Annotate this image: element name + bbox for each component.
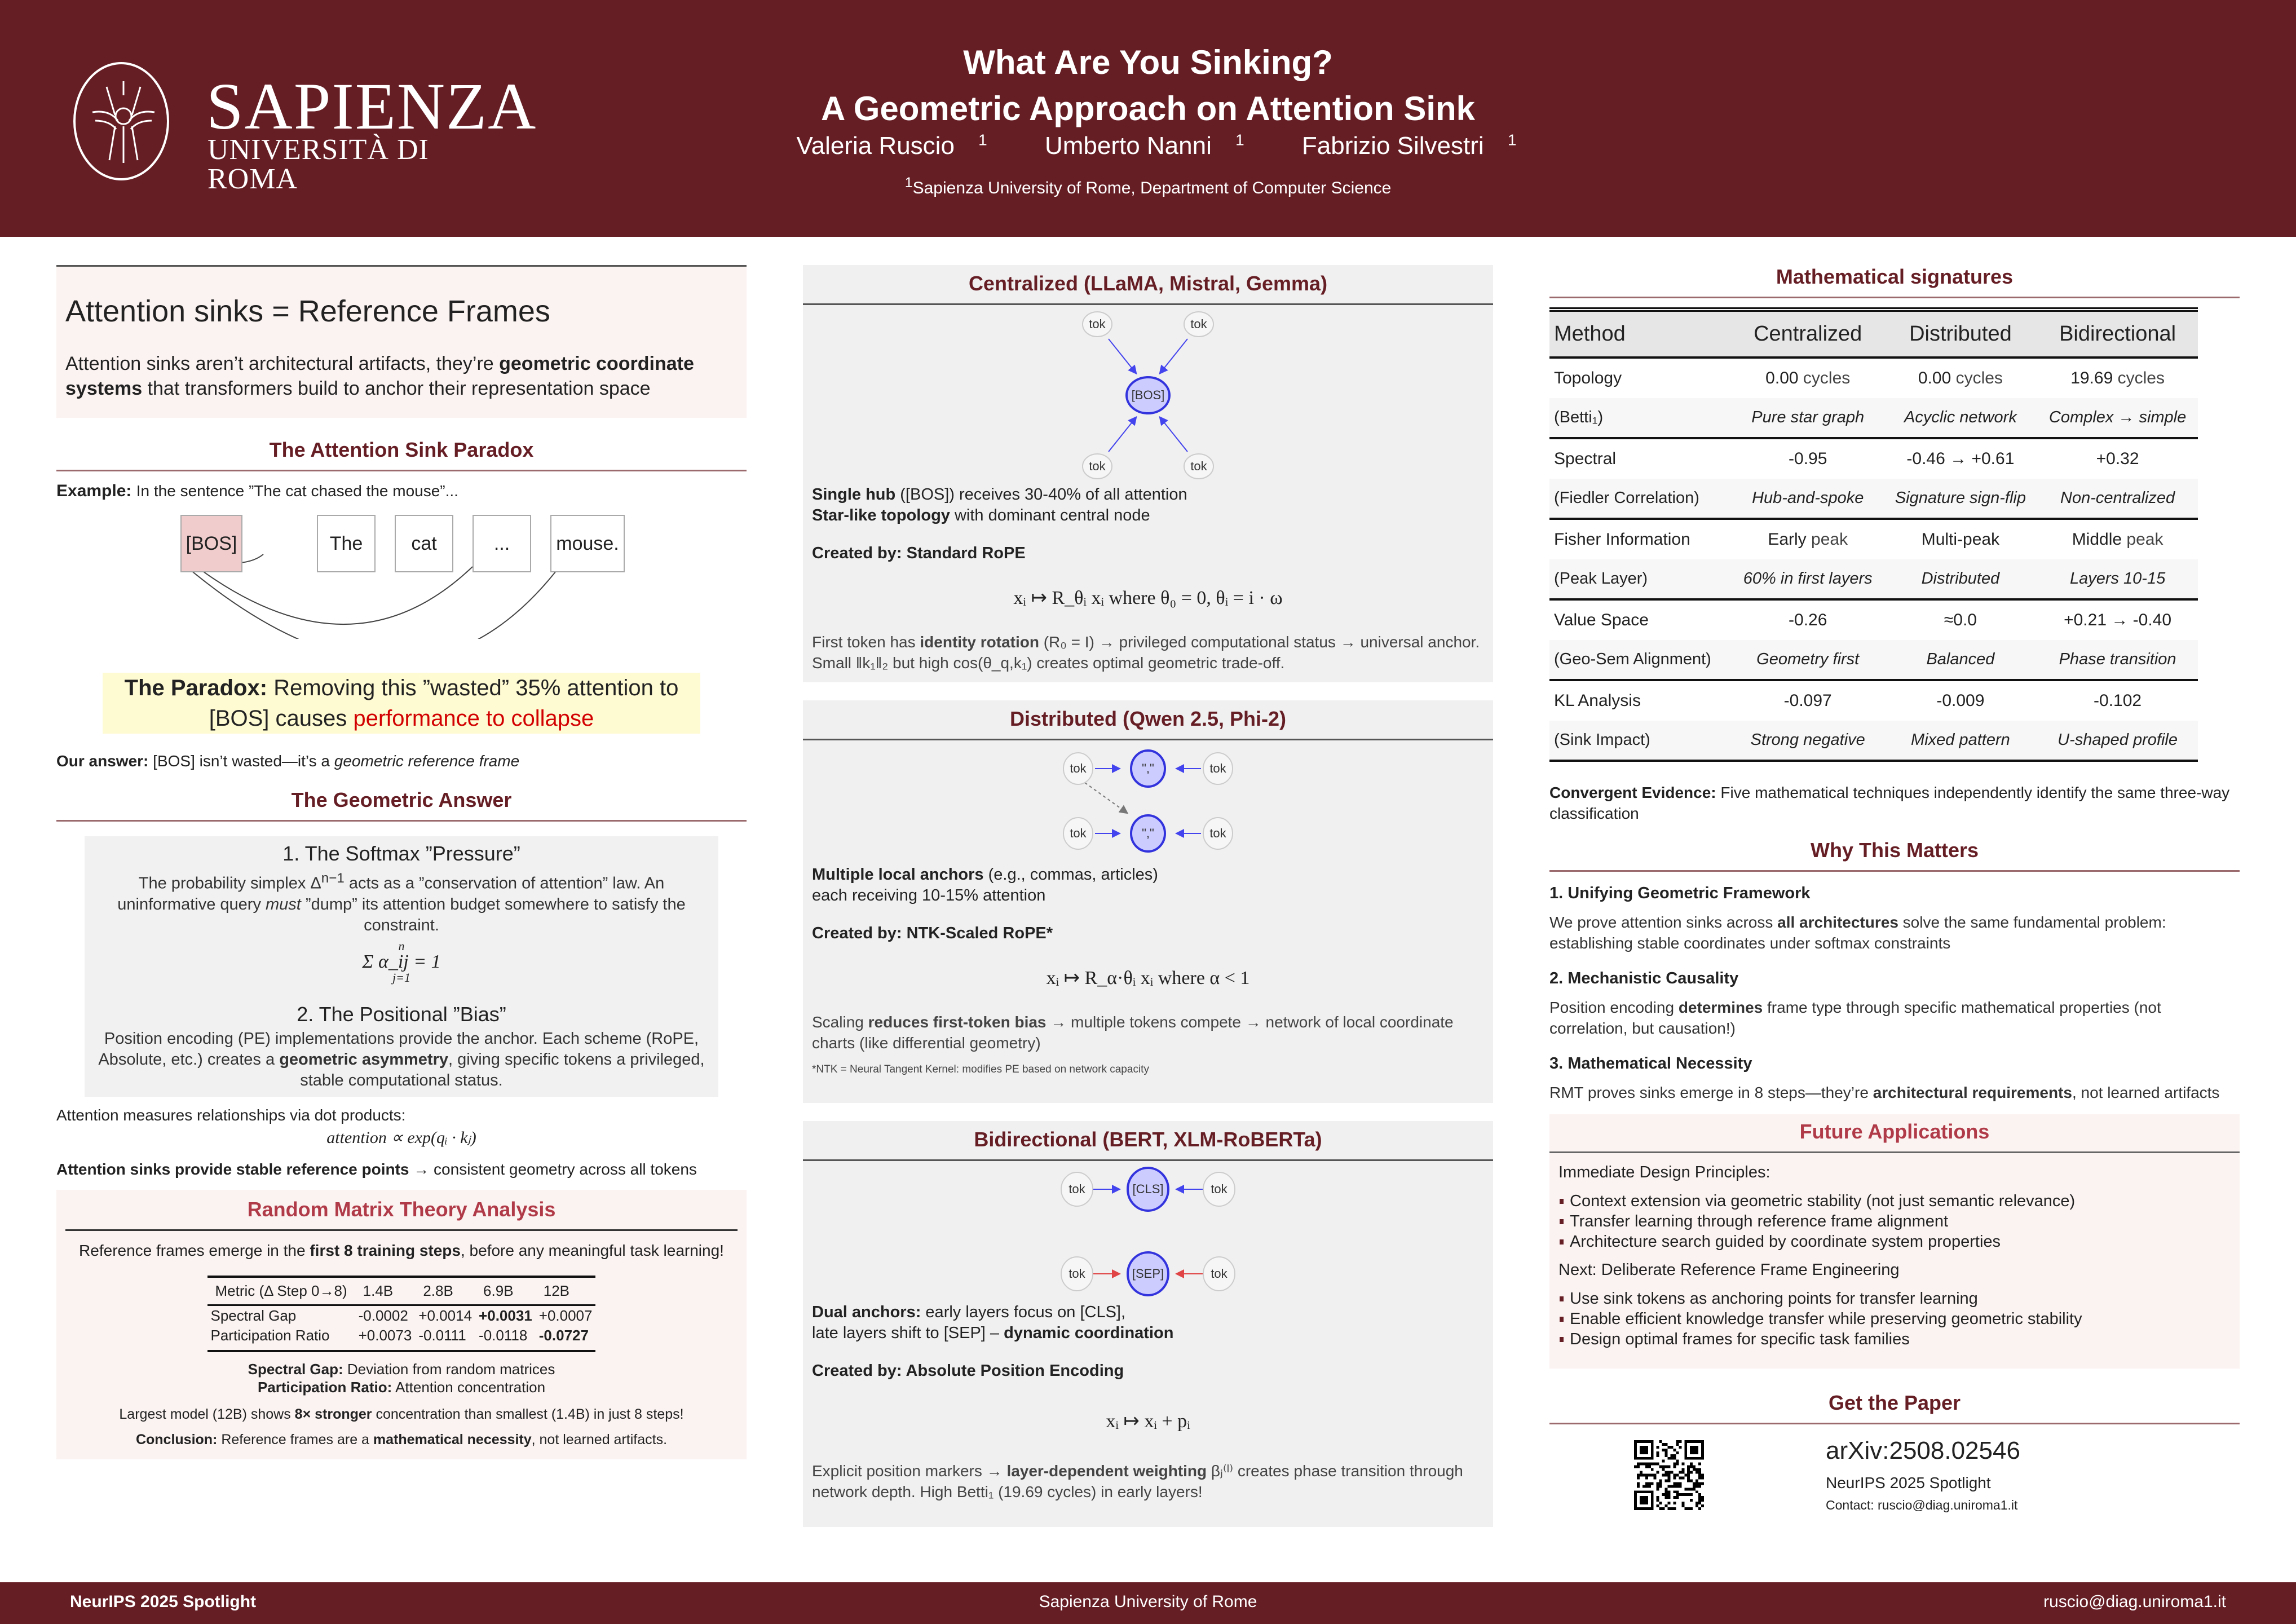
token-label: tok xyxy=(1209,826,1226,840)
table-subrow: (Peak Layer) 60% in first layers Distributed Layers 10-15 xyxy=(1549,559,2198,599)
hub-label: [BOS] xyxy=(1131,388,1165,402)
token-label: tok xyxy=(1211,1266,1228,1281)
sinks-statement: Attention sinks provide stable reference points → consistent geometry across all tokens xyxy=(56,1160,697,1178)
author: Fabrizio Silvestri $^1$ xyxy=(1301,131,1517,160)
footer-email[interactable]: ruscio@diag.uniroma1.it xyxy=(2043,1592,2226,1611)
rmt-definitions: Spectral Gap: Deviation from random matrices Participation Ratio: Attention concentration xyxy=(248,1360,555,1396)
middle-column xyxy=(803,265,1493,1527)
signatures-table xyxy=(1549,307,2198,762)
venue: NeurIPS 2025 Spotlight xyxy=(1826,1474,1991,1491)
list-item: Context extension via geometric stability (not just semantic relevance) xyxy=(1558,1191,2231,1211)
table-row: Value Space -0.26 ≈0.0 +0.21 → -0.40 xyxy=(1554,611,2172,629)
paper-block xyxy=(1549,1433,2240,1524)
table-row: KL Analysis -0.097 -0.009 -0.102 xyxy=(1554,691,2142,710)
example-text: Example: In the sentence ”The cat chased the mouse”... xyxy=(56,482,458,500)
footer xyxy=(0,1582,2296,1624)
immediate-list xyxy=(1558,1191,2231,1252)
footer-venue: NeurIPS 2025 Spotlight xyxy=(70,1592,257,1611)
hub-label: [CLS] xyxy=(1132,1182,1164,1196)
col-header: 12B xyxy=(536,1277,596,1305)
centralized-formula: xᵢ ↦ R_θᵢ xᵢ where θ₀ = 0, θᵢ = i · ω xyxy=(1013,588,1283,608)
softmax-formula: n Σ α_ij = 1 j=1 xyxy=(362,938,441,985)
list-item: Enable efficient knowledge transfer while preserving geometric stability xyxy=(1558,1309,2231,1329)
authors xyxy=(677,131,1619,160)
token-label: tok xyxy=(1070,826,1087,840)
col-header: Method xyxy=(1549,310,1732,358)
col-header: Centralized xyxy=(1732,310,1884,358)
our-answer: Our answer: [BOS] isn’t wasted—it’s a geometric reference frame xyxy=(56,752,520,770)
col-header: 2.8B xyxy=(415,1277,475,1305)
distributed-created-by: Created by: NTK-Scaled RoPE* xyxy=(812,924,1053,942)
positional-text: Position encoding (PE) implementations provide the anchor. Each scheme (RoPE, Absolute, etc.) creates a geometric asymmetry, giving specific tokens a privileged, stable computational status. xyxy=(98,1029,705,1089)
centralized-panel xyxy=(803,265,1493,682)
bidirectional-created-by: Created by: Absolute Position Encoding xyxy=(812,1362,1124,1380)
token: ... xyxy=(473,515,531,572)
centralized-diagram xyxy=(1069,311,1227,480)
attention-arrow xyxy=(1160,418,1187,452)
immediate-heading: Immediate Design Principles: xyxy=(1558,1163,1770,1181)
centralized-desc: Single hub ([BOS]) receives 30-40% of all attention Star-like topology with dominant central node xyxy=(812,486,1187,524)
intro-box xyxy=(56,265,747,418)
intro-text: Attention sinks aren’t architectural artifacts, they’re geometric coordinate systems that transformers build to anchor their representation space xyxy=(65,353,694,399)
softmax-title: 1. The Softmax ”Pressure” xyxy=(282,842,520,865)
dashed-arrow xyxy=(1085,783,1127,813)
token-bos: [BOS] xyxy=(180,515,242,572)
contact[interactable]: Contact: ruscio@diag.uniroma1.it xyxy=(1826,1498,2018,1512)
ntk-footnote: *NTK = Neural Tangent Kernel: modifies PE based on network capacity xyxy=(812,1063,1149,1075)
centralized-title: Centralized (LLaMA, Mistral, Gemma) xyxy=(803,265,1493,305)
col-header: 1.4B xyxy=(355,1277,416,1305)
sapienza-logo xyxy=(73,62,537,195)
bidirectional-panel xyxy=(803,1121,1493,1527)
attention-arrow xyxy=(1109,418,1136,452)
hub-label: "," xyxy=(1142,826,1154,840)
rmt-largest: Largest model (12B) shows 8× stronger concentration than smallest (1.4B) in just 8 steps! xyxy=(119,1406,684,1422)
centralized-explanation: First token has identity rotation (R₀ = I) → privileged computational status → universal anchor. Small ‖k₁‖₂ but high cos(θ_q,k₁) creates optimal geometric trade-off. xyxy=(812,633,1480,672)
section-title-paradox: The Attention Sink Paradox xyxy=(56,438,747,471)
col-header: 6.9B xyxy=(475,1277,536,1305)
table-row: Fisher Information Early peak Multi-peak Middle peak xyxy=(1554,530,2163,549)
author: Umberto Nanni $^1$ xyxy=(1044,131,1244,160)
logo-name: SAPIENZA xyxy=(206,69,537,143)
token-label: tok xyxy=(1089,317,1106,331)
token: cat xyxy=(395,515,453,572)
distributed-formula: xᵢ ↦ R_α·θᵢ xᵢ where α < 1 xyxy=(1046,968,1250,988)
col-header: Distributed xyxy=(1884,310,2038,358)
table-row: Participation Ratio +0.0073 -0.0111 -0.0118 -0.0727 xyxy=(207,1326,596,1351)
affiliation: $^1$Sapienza University of Rome, Department of Computer Science xyxy=(904,175,1392,197)
logo-subtitle: UNIVERSITÀ DI ROMA xyxy=(207,134,429,195)
geometric-answer-box xyxy=(85,836,718,1097)
bidirectional-title: Bidirectional (BERT, XLM-RoBERTa) xyxy=(803,1121,1493,1161)
bidirectional-formula: xᵢ ↦ xᵢ + pᵢ xyxy=(1106,1411,1190,1432)
token-label: tok xyxy=(1190,317,1207,331)
future-applications-box xyxy=(1549,1114,2240,1369)
token-label: tok xyxy=(1089,459,1106,473)
table-row: Spectral -0.95 -0.46 → +0.61 +0.32 xyxy=(1554,449,2139,468)
rmt-intro: Reference frames emerge in the first 8 training steps, before any meaningful task learning! xyxy=(79,1241,724,1259)
left-column xyxy=(56,265,747,1459)
qr-code-icon[interactable] xyxy=(1634,1440,1704,1510)
token-label: tok xyxy=(1068,1266,1085,1281)
col-header: Metric (Δ Step 0→8) xyxy=(207,1277,355,1305)
distributed-diagram xyxy=(1052,746,1244,859)
token-label: tok xyxy=(1209,761,1226,775)
section-title-geometric: The Geometric Answer xyxy=(56,788,747,822)
distributed-title: Distributed (Qwen 2.5, Phi-2) xyxy=(803,700,1493,740)
arxiv-id[interactable]: arXiv:2508.02546 xyxy=(1826,1437,2020,1464)
next-list xyxy=(1558,1288,2231,1349)
positional-title: 2. The Positional ”Bias” xyxy=(297,1002,506,1026)
paradox-callout: The Paradox: Removing this ”wasted” 35% attention to [BOS] causes performance to collapse xyxy=(103,673,700,734)
table-subrow: (Geo-Sem Alignment) Geometry first Balanced Phase transition xyxy=(1549,640,2198,680)
intro-title: Attention sinks = Reference Frames xyxy=(65,294,550,328)
list-item: Design optimal frames for specific task families xyxy=(1558,1329,2231,1349)
token-label: tok xyxy=(1068,1182,1085,1196)
why-item: RMT proves sinks emerge in 8 steps—they’re architectural requirements, not learned artifacts xyxy=(1549,1084,2220,1101)
list-item: Transfer learning through reference frame alignment xyxy=(1558,1211,2231,1232)
softmax-text: The probability simplex $\Delta^{n-1}$ acts as a ”conservation of attention” law. An uninformative query must ”dump” its attention budget somewhere to satisfy the constraint. xyxy=(117,871,686,934)
section-title-future: Future Applications xyxy=(1549,1120,2240,1153)
distributed-panel xyxy=(803,700,1493,1103)
bidirectional-diagram xyxy=(1052,1167,1244,1296)
rmt-conclusion: Conclusion: Reference frames are a mathematical necessity, not learned artifacts. xyxy=(135,1431,668,1448)
table-subrow: (Fiedler Correlation) Hub-and-spoke Signature sign-flip Non-centralized xyxy=(1549,479,2198,519)
header xyxy=(0,0,2296,237)
author: Valeria Ruscio $^1$ xyxy=(796,131,987,160)
table-subrow: (Betti₁) Pure star graph Acyclic network Complex → simple xyxy=(1549,398,2198,438)
table-subrow: (Sink Impact) Strong negative Mixed pattern U-shaped profile xyxy=(1549,721,2198,761)
list-item: Use sink tokens as anchoring points for transfer learning xyxy=(1558,1288,2231,1309)
section-title-paper: Get the Paper xyxy=(1549,1391,2240,1424)
table-row: Spectral Gap -0.0002 +0.0014 +0.0031 +0.0007 xyxy=(210,1307,593,1324)
rmt-table xyxy=(207,1276,596,1352)
token-label: tok xyxy=(1070,761,1087,775)
section-title-rmt: Random Matrix Theory Analysis xyxy=(65,1198,738,1231)
dot-product-text: Attention measures relationships via dot products: xyxy=(56,1106,406,1124)
section-title-why: Why This Matters xyxy=(1549,839,2240,872)
bidirectional-desc: Dual anchors: early layers focus on [CLS], late layers shift to [SEP] – dynamic coordination xyxy=(812,1303,1174,1342)
hub-label: "," xyxy=(1142,761,1154,775)
section-title-signatures: Mathematical signatures xyxy=(1549,265,2240,298)
centralized-created-by: Created by: Standard RoPE xyxy=(812,544,1026,562)
distributed-explanation: Scaling reduces first-token bias → multiple tokens compete → network of local coordinate charts (like differential geometry) xyxy=(812,1013,1454,1052)
list-item: Architecture search guided by coordinate system properties xyxy=(1558,1232,2231,1252)
table-row: Topology 0.00 cycles 0.00 cycles 19.69 cycles xyxy=(1554,369,2165,387)
convergent-evidence: Convergent Evidence: Five mathematical techniques independently identify the same three-way classification xyxy=(1549,784,2230,822)
token: The xyxy=(317,515,376,572)
why-item: Position encoding determines frame type through specific mathematical properties (not correlation, but causation!) xyxy=(1549,999,2161,1037)
token: mouse. xyxy=(550,515,625,572)
seal-icon xyxy=(73,62,169,180)
footer-university: Sapienza University of Rome xyxy=(1039,1592,1257,1611)
token-label: tok xyxy=(1211,1182,1228,1196)
next-heading: Next: Deliberate Reference Frame Engineering xyxy=(1558,1261,1900,1279)
rmt-box xyxy=(56,1190,747,1459)
distributed-desc: Multiple local anchors (e.g., commas, articles) each receiving 10-15% attention xyxy=(812,866,1158,904)
attention-arrow xyxy=(1109,339,1136,373)
why-item: We prove attention sinks across all architectures solve the same fundamental problem: establishing stable coordinates under softmax constraints xyxy=(1549,914,2166,952)
bidirectional-explanation: Explicit position markers → layer-dependent weighting βⱼ⁽ˡ⁾ creates phase transition through network depth. High Betti₁ (19.69 cycles) in early layers! xyxy=(812,1462,1463,1501)
why-list: 1. Unifying Geometric Framework We prove attention sinks across all architectures solve the same fundamental problem: establishing stable coordinates under softmax constraints 2. Mechanistic Causality Position encoding determines frame type through specific mathematical properties (not correlation, but causation!) 3. Mathematical Necessity RMT proves sinks emerge in 8 steps—they’re architectural requirements, not learned artifacts xyxy=(1549,883,2240,1103)
token-label: tok xyxy=(1190,459,1207,473)
token-diagram xyxy=(56,515,747,639)
dot-product-formula: attention ∝ exp(qᵢ · kⱼ) xyxy=(326,1128,476,1147)
poster-title: What Are You Sinking? A Geometric Approach on Attention Sink xyxy=(820,43,1476,127)
col-header: Bidirectional xyxy=(2037,310,2198,358)
attention-arrow xyxy=(1160,339,1187,373)
right-column xyxy=(1549,265,2240,1524)
hub-label: [SEP] xyxy=(1132,1266,1164,1281)
